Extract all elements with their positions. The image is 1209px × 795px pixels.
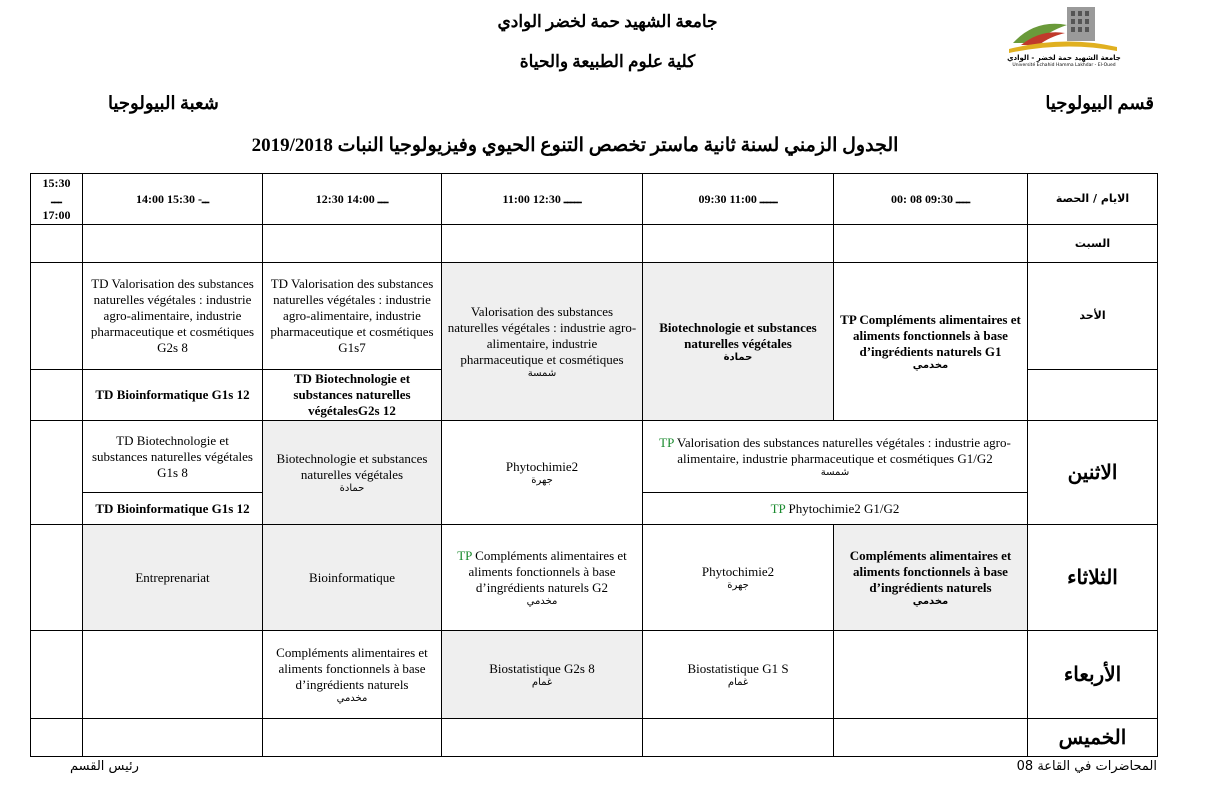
row-monday-a (31, 421, 1158, 493)
cell-thu-2 (643, 719, 834, 757)
cell-sat-6 (31, 225, 83, 263)
cell-sun-2 (643, 263, 834, 421)
university-name: جامعة الشهيد حمة لخضر الوادي (497, 12, 718, 31)
cell-mon-4 (263, 421, 442, 525)
cell-sun-6b (31, 370, 83, 421)
faculty-name: كلية علوم الطبيعة والحياة (519, 52, 696, 71)
course-text: Valorisation des substances naturelles végétales : industrie agro-alimentaire, industrie pharmaceutique et cosmétiques (447, 303, 637, 367)
row-tuesday (31, 525, 1158, 631)
cell-thu-4 (263, 719, 442, 757)
cell-wed-6 (31, 631, 83, 719)
cell-mon-12b (643, 493, 1028, 525)
cell-mon-5a: TD Biotechnologie et substances naturelles végétales G1s 8 (83, 421, 263, 493)
cell-sun-3 (442, 263, 643, 421)
course-text: Compléments alimentaires et aliments fonctionnels à base d’ingrédients naturels (849, 547, 1012, 595)
cell-sun-day-blank (1028, 370, 1158, 421)
cell-sat-5 (83, 225, 263, 263)
day-wednesday: الأربعاء (1028, 631, 1158, 719)
slot-header-4: 12:30 ـــ 14:00 (263, 174, 442, 225)
cell-tue-1 (834, 525, 1028, 631)
cell-thu-5 (83, 719, 263, 757)
course-text: Biotechnologie et substances naturelles végétales (276, 450, 428, 482)
cell-mon-5b: TD Bioinformatique G1s 12 (83, 493, 263, 525)
logo-caption-fr: Université Echahid Hamma Lakhdar - El-Oued (1012, 63, 1116, 67)
cell-sun-1 (834, 263, 1028, 421)
course-text: Phytochimie2 G1/G2 (785, 500, 900, 516)
row-sunday-a (31, 263, 1158, 370)
head-of-department-label: رئيس القسم (70, 759, 139, 774)
course-text: Compléments alimentaires et aliments fonctionnels à base d’ingrédients naturels (276, 644, 428, 692)
section-name: شعبة البيولوجيا (108, 93, 219, 113)
corner-header: الايام / الحصة (1028, 174, 1158, 225)
slot-header-2: 09:30 ـــــ 11:00 (643, 174, 834, 225)
cell-sun-4b: TD Biotechnologie et substances naturelles végétalesG2s 12 (263, 370, 442, 421)
cell-thu-6 (31, 719, 83, 757)
professor-name: جهرة (531, 474, 553, 486)
slot-header-5: 14:00 ــ- 15:30 (83, 174, 263, 225)
course-text: Biotechnologie et substances naturelles végétales (659, 319, 817, 351)
cell-sat-4 (263, 225, 442, 263)
day-thursday: الخميس (1028, 719, 1158, 757)
cell-sat-3 (442, 225, 643, 263)
cell-tue-3 (442, 525, 643, 631)
cell-wed-3 (442, 631, 643, 719)
professor-name: شمسة (820, 466, 850, 478)
row-thursday (31, 719, 1158, 757)
row-wednesday (31, 631, 1158, 719)
lecture-room-note: المحاضرات في القاعة 08 (1016, 759, 1157, 774)
tp-marker: TP (457, 547, 472, 563)
cell-tue-2 (643, 525, 834, 631)
cell-sun-4a: TD Valorisation des substances naturelles végétales : industrie agro-alimentaire, industrie pharmaceutique et cosmétiques G1s7 (263, 263, 442, 370)
day-sunday: الأحد (1028, 263, 1158, 370)
professor-name: مخدمي (526, 595, 558, 607)
professor-name: مخدمي (912, 359, 949, 371)
cell-mon-6 (31, 421, 83, 525)
university-logo (1005, 5, 1123, 67)
logo-caption-ar: جامعة الشهيد حمة لخضر - الوادي (1007, 54, 1121, 62)
cell-wed-5 (83, 631, 263, 719)
tp-marker: TP (659, 434, 674, 450)
course-text: Phytochimie2 (505, 458, 579, 474)
cell-wed-4 (263, 631, 442, 719)
cell-sun-5b: TD Bioinformatique G1s 12 (83, 370, 263, 421)
slot-header-6: 15:30 ـــ 17:00 (31, 174, 83, 225)
cell-sat-1 (834, 225, 1028, 263)
professor-name: غمام (531, 676, 553, 688)
slot-header-3: 11:00 ـــــ 12:30 (442, 174, 643, 225)
professor-name: شمسة (527, 367, 557, 379)
cell-tue-5: Entreprenariat (83, 525, 263, 631)
cell-thu-3 (442, 719, 643, 757)
day-tuesday: الثلاثاء (1028, 525, 1158, 631)
day-saturday: السبت (1028, 225, 1158, 263)
course-text: Biostatistique G2s 8 (489, 660, 595, 676)
course-text: Phytochimie2 (701, 563, 775, 579)
timetable-title: الجدول الزمني لسنة ثانية ماستر تخصص التنوع الحيوي وفيزيولوجيا النبات 2019/2018 (251, 135, 899, 156)
course-text: Compléments alimentaires et aliments fonctionnels à base d’ingrédients naturels G2 (468, 547, 627, 595)
professor-name: حمادة (339, 482, 365, 494)
course-text: Biostatistique G1 S (687, 660, 789, 676)
cell-tue-6 (31, 525, 83, 631)
cell-wed-2 (643, 631, 834, 719)
professor-name: حمادة (723, 351, 753, 363)
timetable (30, 173, 1158, 757)
course-text: Valorisation des substances naturelles végétales : industrie agro-alimentaire, industrie pharmaceutique et cosmétiques G1/G2 (673, 434, 1011, 466)
tp-marker: TP (770, 500, 786, 516)
cell-thu-1 (834, 719, 1028, 757)
cell-sat-2 (643, 225, 834, 263)
header-row (31, 174, 1158, 225)
cell-tue-4: Bioinformatique (263, 525, 442, 631)
professor-name: جهرة (727, 579, 749, 591)
cell-mon-3 (442, 421, 643, 525)
professor-name: مخدمي (912, 595, 949, 607)
professor-name: مخدمي (336, 692, 368, 704)
cell-sun-5a: TD Valorisation des substances naturelles végétales : industrie agro-alimentaire, industrie pharmaceutique et cosmétiques G2s 8 (83, 263, 263, 370)
department-name: قسم البيولوجيا (1045, 93, 1154, 113)
course-text: TP Compléments alimentaires et aliments fonctionnels à base d’ingrédients naturels G1 (840, 311, 1021, 359)
day-monday: الاثنين (1028, 421, 1158, 525)
cell-mon-12a (643, 421, 1028, 493)
cell-wed-1 (834, 631, 1028, 719)
professor-name: غمام (727, 676, 749, 688)
slot-header-1: 00: 08 ــــ 09:30 (834, 174, 1028, 225)
row-saturday (31, 225, 1158, 263)
cell-sun-6a (31, 263, 83, 370)
